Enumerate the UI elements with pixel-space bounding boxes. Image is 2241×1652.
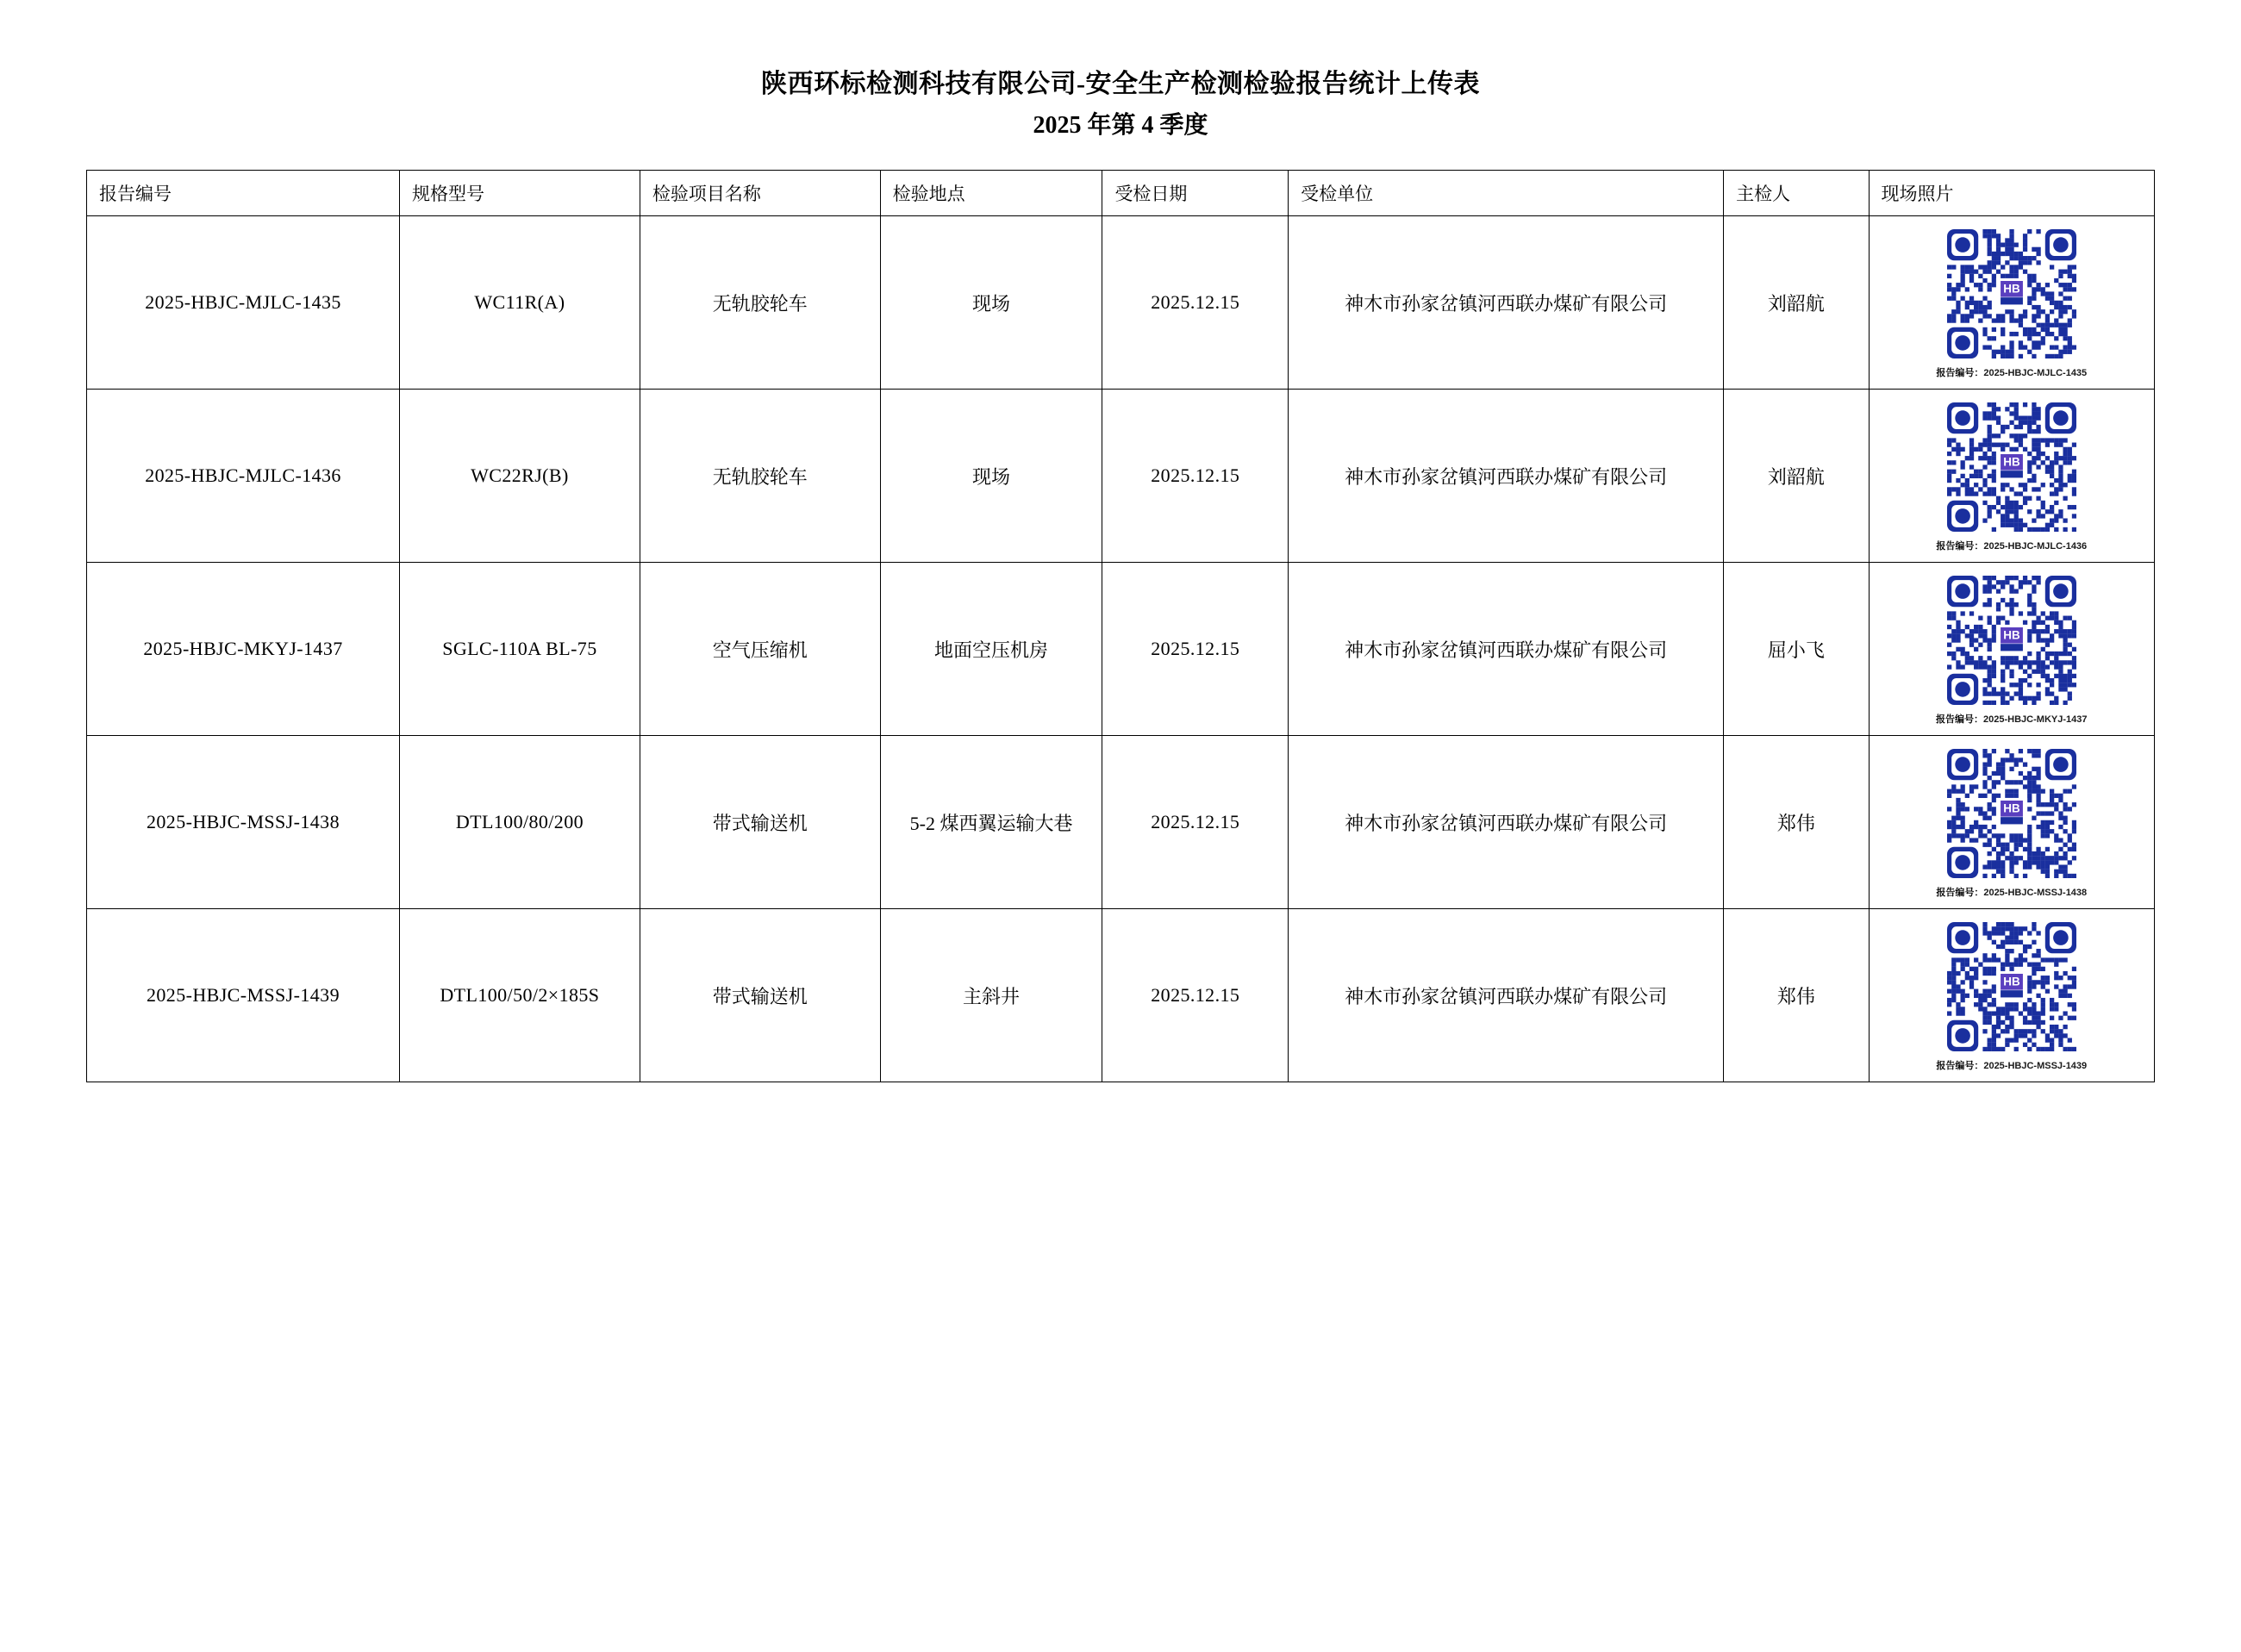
cell-photo [1869, 909, 2154, 1082]
cell-date: 2025.12.15 [1102, 736, 1289, 909]
cell-inspector: 郑伟 [1724, 736, 1869, 909]
cell-place: 现场 [880, 216, 1102, 390]
cell-item: 无轨胶轮车 [640, 390, 880, 563]
table-row [87, 909, 2155, 1082]
page-title: 陕西环标检测科技有限公司-安全生产检测检验报告统计上传表 [761, 70, 1480, 98]
qr-code-block [1870, 396, 2154, 556]
svg-text:HB: HB [2003, 975, 2020, 988]
document-title-block [0, 67, 2241, 144]
column-header-photo: 现场照片 [1869, 171, 2154, 216]
cell-date: 2025.12.15 [1102, 390, 1289, 563]
cell-unit: 神木市孙家岔镇河西联办煤矿有限公司 [1289, 736, 1724, 909]
cell-date: 2025.12.15 [1102, 909, 1289, 1082]
qr-caption-value: 2025-HBJC-MKYJ-1437 [1983, 714, 2088, 725]
cell-photo [1869, 563, 2154, 736]
cell-report-no: 2025-HBJC-MJLC-1436 [87, 390, 400, 563]
cell-place: 主斜井 [880, 909, 1102, 1082]
column-header-unit: 受检单位 [1289, 171, 1724, 216]
cell-inspector: 屈小飞 [1724, 563, 1869, 736]
qr-caption-label: 报告编号： [1936, 714, 1984, 725]
qr-caption-label: 报告编号： [1936, 368, 1984, 378]
cell-model: WC11R(A) [400, 216, 640, 390]
cell-item: 带式输送机 [640, 909, 880, 1082]
qr-code-icon [1947, 922, 2076, 1051]
cell-place: 地面空压机房 [880, 563, 1102, 736]
qr-code-block [1870, 915, 2154, 1075]
column-header-place: 检验地点 [880, 171, 1102, 216]
cell-photo [1869, 216, 2154, 390]
svg-text:HB: HB [2003, 282, 2020, 296]
table-row [87, 736, 2155, 909]
qr-caption [1936, 539, 2087, 552]
cell-model: DTL100/50/2×185S [400, 909, 640, 1082]
qr-caption [1936, 712, 2087, 726]
cell-unit: 神木市孙家岔镇河西联办煤矿有限公司 [1289, 390, 1724, 563]
cell-date: 2025.12.15 [1102, 216, 1289, 390]
column-header-date: 受检日期 [1102, 171, 1289, 216]
page-subtitle: 2025 年第 4 季度 [1033, 112, 1208, 139]
qr-code-block [1870, 569, 2154, 729]
qr-caption-value: 2025-HBJC-MSSJ-1439 [1983, 1061, 2088, 1071]
qr-code-icon [1947, 749, 2076, 878]
report-table [86, 170, 2155, 1082]
cell-model: SGLC-110A BL-75 [400, 563, 640, 736]
column-header-inspector: 主检人 [1724, 171, 1869, 216]
table-header-row [87, 171, 2155, 216]
cell-inspector: 刘韶航 [1724, 216, 1869, 390]
svg-text:HB: HB [2003, 455, 2020, 469]
qr-caption [1936, 885, 2087, 899]
cell-date: 2025.12.15 [1102, 563, 1289, 736]
qr-caption [1936, 365, 2087, 379]
qr-caption-value: 2025-HBJC-MJLC-1435 [1983, 368, 2088, 378]
cell-place: 现场 [880, 390, 1102, 563]
qr-caption-label: 报告编号： [1936, 541, 1984, 552]
cell-report-no: 2025-HBJC-MSSJ-1438 [87, 736, 400, 909]
table-header [87, 171, 2155, 216]
qr-code-block [1870, 222, 2154, 383]
cell-model: DTL100/80/200 [400, 736, 640, 909]
qr-code-icon [1947, 229, 2076, 358]
cell-report-no: 2025-HBJC-MJLC-1435 [87, 216, 400, 390]
qr-code-icon [1947, 402, 2076, 532]
cell-report-no: 2025-HBJC-MSSJ-1439 [87, 909, 400, 1082]
column-header-model: 规格型号 [400, 171, 640, 216]
cell-unit: 神木市孙家岔镇河西联办煤矿有限公司 [1289, 563, 1724, 736]
cell-item: 空气压缩机 [640, 563, 880, 736]
cell-unit: 神木市孙家岔镇河西联办煤矿有限公司 [1289, 909, 1724, 1082]
cell-item: 带式输送机 [640, 736, 880, 909]
cell-place: 5-2 煤西翼运输大巷 [880, 736, 1102, 909]
qr-caption-value: 2025-HBJC-MSSJ-1438 [1983, 888, 2088, 898]
cell-inspector: 刘韶航 [1724, 390, 1869, 563]
document-page [0, 67, 2241, 1652]
qr-code-block [1870, 742, 2154, 902]
qr-code-icon [1947, 576, 2076, 705]
qr-caption-label: 报告编号： [1936, 888, 1984, 898]
qr-caption-value: 2025-HBJC-MJLC-1436 [1983, 541, 2088, 552]
cell-unit: 神木市孙家岔镇河西联办煤矿有限公司 [1289, 216, 1724, 390]
table-row [87, 390, 2155, 563]
cell-model: WC22RJ(B) [400, 390, 640, 563]
table-row [87, 216, 2155, 390]
qr-caption-label: 报告编号： [1936, 1061, 1984, 1071]
column-header-report-no: 报告编号 [87, 171, 400, 216]
cell-inspector: 郑伟 [1724, 909, 1869, 1082]
qr-caption [1936, 1058, 2087, 1072]
table-row [87, 563, 2155, 736]
svg-text:HB: HB [2003, 801, 2020, 815]
cell-photo [1869, 390, 2154, 563]
cell-photo [1869, 736, 2154, 909]
cell-item: 无轨胶轮车 [640, 216, 880, 390]
svg-text:HB: HB [2003, 628, 2020, 642]
table-body [87, 216, 2155, 1082]
cell-report-no: 2025-HBJC-MKYJ-1437 [87, 563, 400, 736]
column-header-item: 检验项目名称 [640, 171, 880, 216]
